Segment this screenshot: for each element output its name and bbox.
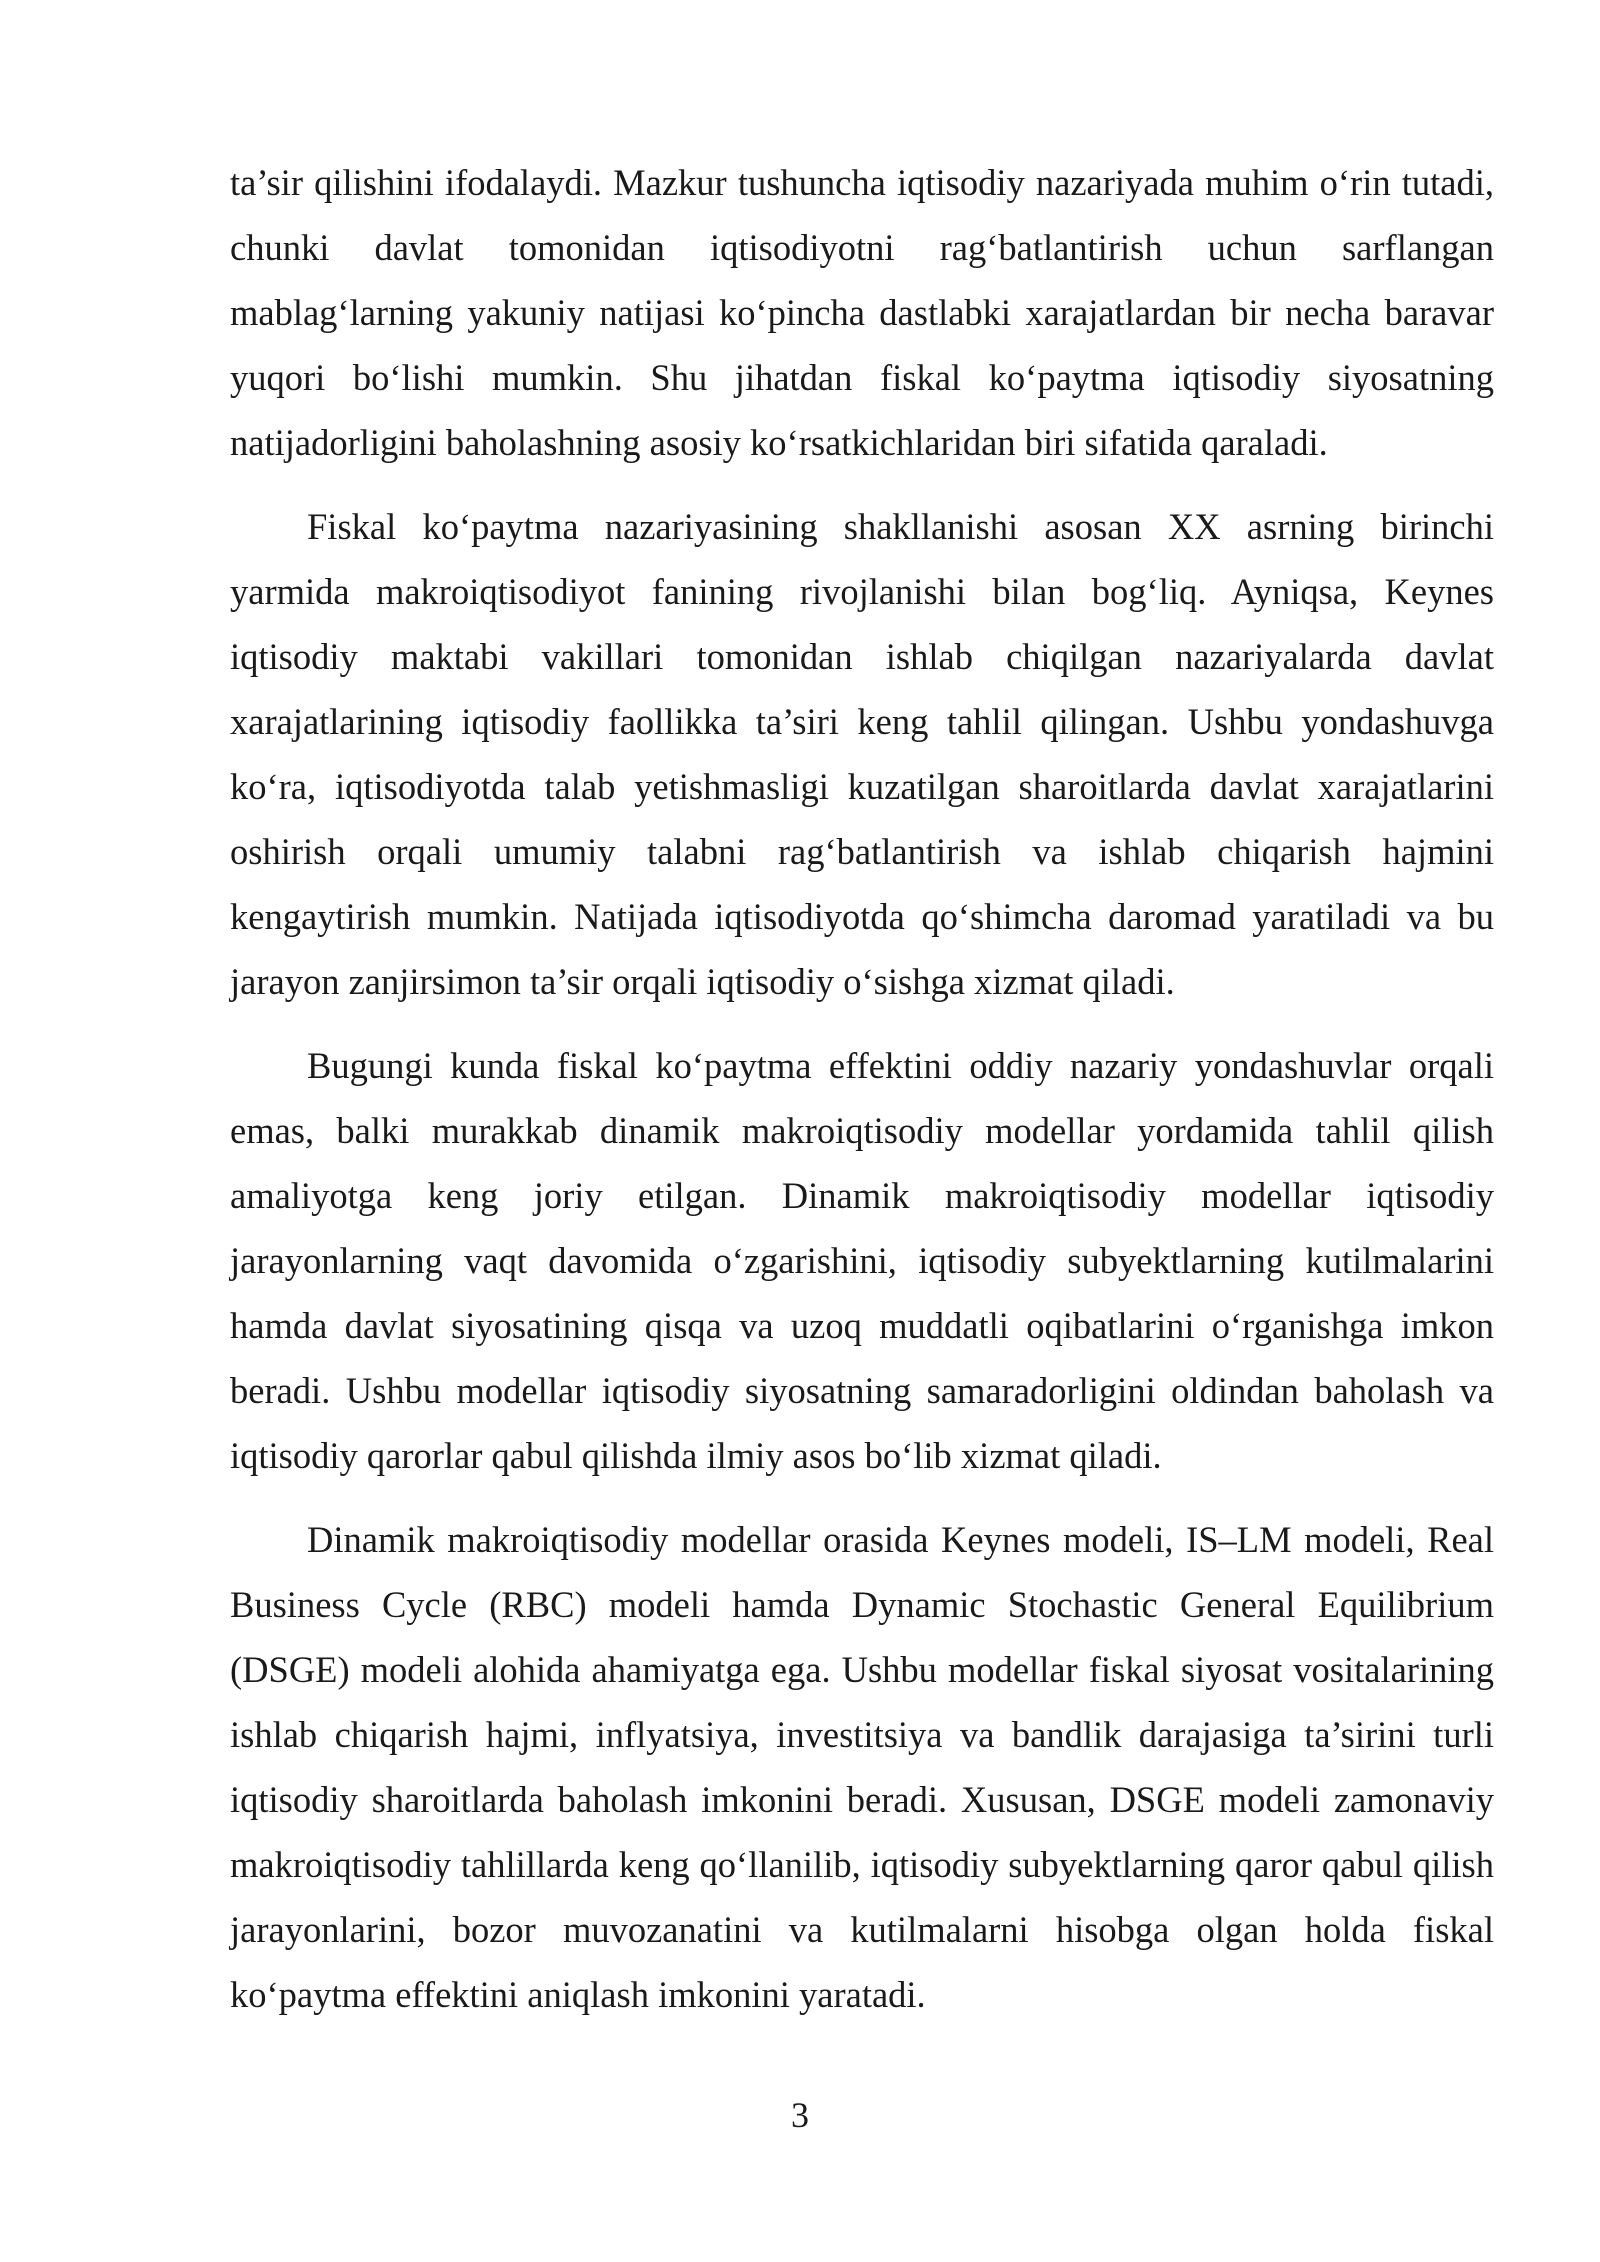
page-number: 3: [791, 2095, 809, 2135]
document-body: [230, 150, 1494, 2046]
paragraph-4: Dinamik makroiqtisodiy modellar orasida Keynes modeli, IS–LM modeli, Real Business Cycle (RBC) modeli hamda Dynamic Stochastic General Equilibrium (DSGE) modeli alohida ahamiyatga ega. Ushbu modellar fiskal siyosat vositalarining ishlab chiqarish hajmi, inflyatsiya, investitsiya va bandlik darajasiga ta’sirini turli iqtisodiy sharoitlarda baholash imkonini beradi. Xususan, DSGE modeli zamonaviy makroiqtisodiy tahlillarda keng qo‘llanilib, iqtisodiy subyektlarning qaror qabul qilish jarayonlarini, bozor muvozanatini va kutilmalarni hisobga olgan holda fiskal ko‘paytma effektini aniqlash imkonini yaratadi.: [230, 1519, 1494, 2015]
paragraph-1: ta’sir qilishini ifodalaydi. Mazkur tushuncha iqtisodiy nazariyada muhim o‘rin tutadi, chunki davlat tomonidan iqtisodiyotni rag‘batlantirish uchun sarflangan mablag‘larning yakuniy natijasi ko‘pincha dastlabki xarajatlardan bir necha baravar yuqori bo‘lishi mumkin. Shu jihatdan fiskal ko‘paytma iqtisodiy siyosatning natijadorligini baholashning asosiy ko‘rsatkichlaridan biri sifatida qaraladi.: [230, 162, 1494, 463]
paragraph-2: Fiskal ko‘paytma nazariyasining shakllanishi asosan XX asrning birinchi yarmida makroiqtisodiyot fanining rivojlanishi bilan bog‘liq. Ayniqsa, Keynes iqtisodiy maktabi vakillari tomonidan ishlab chiqilgan nazariyalarda davlat xarajatlarining iqtisodiy faollikka ta’siri keng tahlil qilingan. Ushbu yondashuvga ko‘ra, iqtisodiyotda talab yetishmasligi kuzatilgan sharoitlarda davlat xarajatlarini oshirish orqali umumiy talabni rag‘batlantirish va ishlab chiqarish hajmini kengaytirish mumkin. Natijada iqtisodiyotda qo‘shimcha daromad yaratiladi va bu jarayon zanjirsimon ta’sir orqali iqtisodiy o‘sishga xizmat qiladi.: [230, 506, 1494, 1002]
paragraph-3: Bugungi kunda fiskal ko‘paytma effektini oddiy nazariy yondashuvlar orqali emas, balki murakkab dinamik makroiqtisodiy modellar yordamida tahlil qilish amaliyotga keng joriy etilgan. Dinamik makroiqtisodiy modellar iqtisodiy jarayonlarning vaqt davomida o‘zgarishini, iqtisodiy subyektlarning kutilmalarini hamda davlat siyosatining qisqa va uzoq muddatli oqibatlarini o‘rganishga imkon beradi. Ushbu modellar iqtisodiy siyosatning samaradorligini oldindan baholash va iqtisodiy qarorlar qabul qilishda ilmiy asos bo‘lib xizmat qiladi.: [230, 1045, 1494, 1476]
